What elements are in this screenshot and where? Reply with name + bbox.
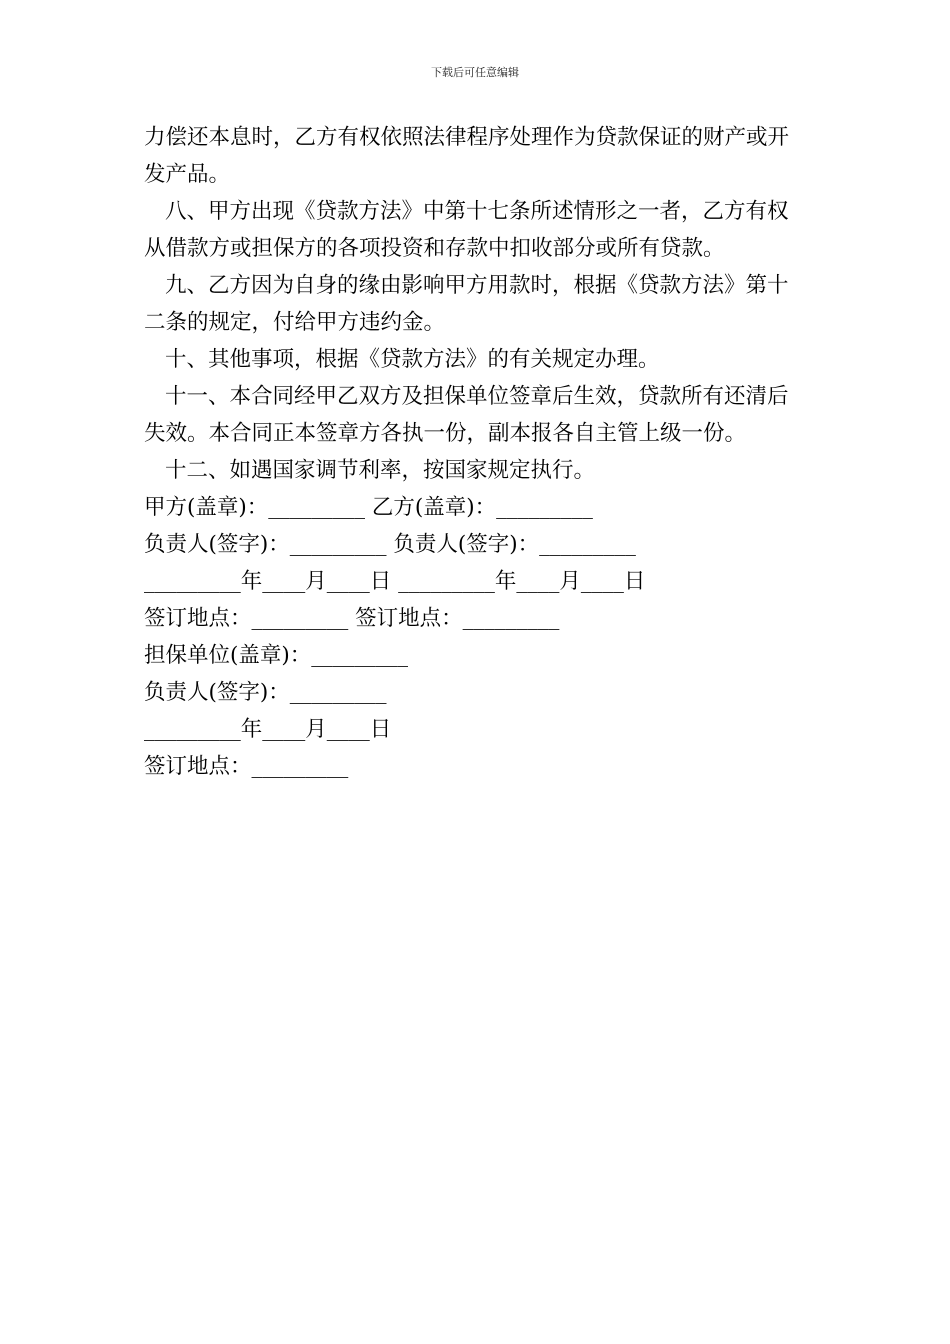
document-body <box>144 119 809 785</box>
paragraph-clause-9: 九、乙方因为自身的缘由影响甲方用款时，根据《贷款方法》第十二条的规定，付给甲方违约金。 <box>144 273 789 335</box>
paragraph-continuation: 力偿还本息时，乙方有权依照法律程序处理作为贷款保证的财产或开发产品。 <box>144 125 790 187</box>
guarantor-date-line: _________年____月____日 <box>144 717 392 742</box>
signature-block <box>144 489 809 785</box>
page-header: 下载后可任意编辑 <box>431 66 519 79</box>
guarantor-sign-location-line: 签订地点：_________ <box>144 754 349 779</box>
paragraph-clause-12: 十二、如遇国家调节利率，按国家规定执行。 <box>165 458 596 483</box>
guarantor-responsible-person-line: 负责人(签字)：_________ <box>144 680 387 705</box>
paragraph-clause-11: 十一、本合同经甲乙双方及担保单位签章后生效，贷款所有还清后失效。本合同正本签章方各执一份，副本报各自主管上级一份。 <box>144 384 789 446</box>
sign-location-line: 签订地点：_________ 签订地点：_________ <box>144 606 560 631</box>
guarantor-seal-line: 担保单位(盖章)：_________ <box>144 643 409 668</box>
responsible-person-sign-line: 负责人(签字)：_________ 负责人(签字)：_________ <box>144 532 636 557</box>
paragraph-clause-8: 八、甲方出现《贷款方法》中第十七条所述情形之一者，乙方有权从借款方或担保方的各项投资和存款中扣收部分或所有贷款。 <box>144 199 789 261</box>
date-line: _________年____月____日 _________年____月____日 <box>144 569 646 594</box>
paragraph-clause-10: 十、其他事项，根据《贷款方法》的有关规定办理。 <box>165 347 660 372</box>
party-seal-line: 甲方(盖章)：_________ 乙方(盖章)：_________ <box>144 495 593 520</box>
